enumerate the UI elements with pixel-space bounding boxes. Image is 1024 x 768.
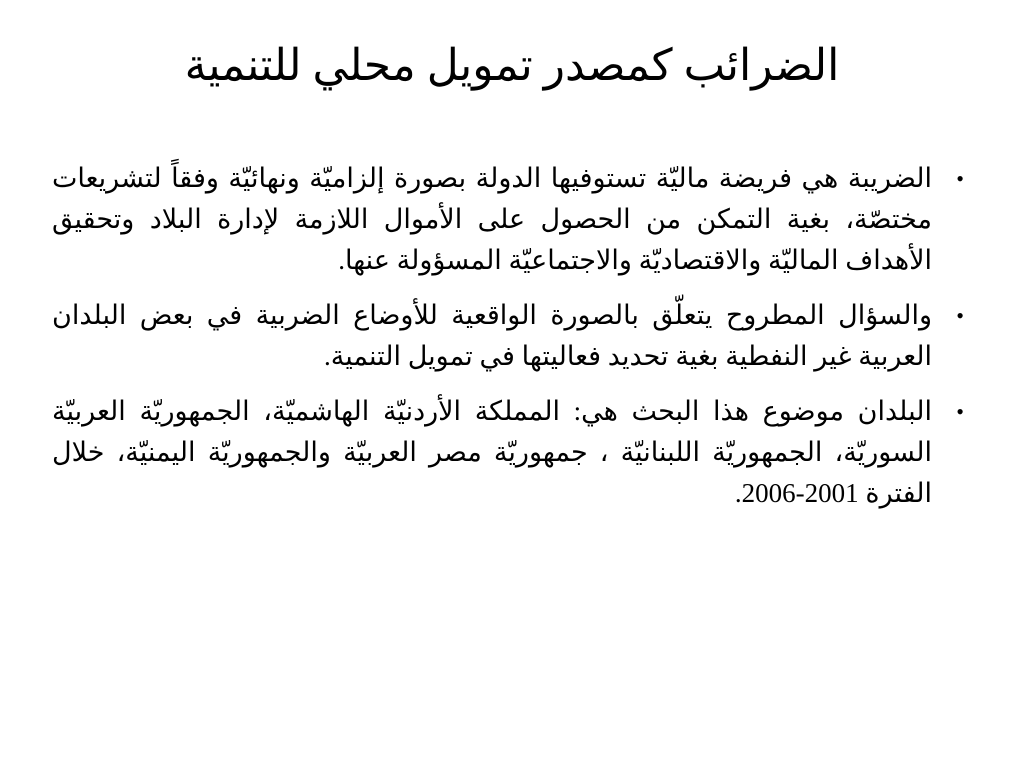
- bullet-text: الضريبة هي فريضة ماليّة تستوفيها الدولة بصورة إلزاميّة ونهائيّة وفقاً لتشريعات مختصّة، بغية التمكن من الحصول على الأموال اللازمة لإدارة البلاد وتحقيق الأهداف الماليّة والاقتصاديّة والاجتماعيّة المسؤولة عنها.: [52, 163, 932, 275]
- bullet-icon: •: [956, 303, 964, 328]
- bullet-text: البلدان موضوع هذا البحث هي: المملكة الأردنيّة الهاشميّة، الجمهوريّة العربيّة السوريّة، الجمهوريّة اللبنانيّة ، جمهوريّة مصر العربيّة والجمهوريّة اليمنيّة، خلال الفترة 2001-2006.: [52, 396, 932, 508]
- bullet-list: [52, 158, 964, 528]
- bullet-item-countries: [52, 391, 964, 514]
- bullet-item-definition: [52, 158, 964, 281]
- bullet-icon: •: [956, 399, 964, 424]
- bullet-icon: •: [956, 166, 964, 191]
- slide-title: الضرائب كمصدر تمويل محلي للتنمية: [184, 41, 840, 90]
- bullet-item-question: [52, 295, 964, 377]
- bullet-text: والسؤال المطروح يتعلّق بالصورة الواقعية للأوضاع الضربية في بعض البلدان العربية غير النفطية بغية تحديد فعاليتها في تمويل التنمية.: [52, 300, 932, 371]
